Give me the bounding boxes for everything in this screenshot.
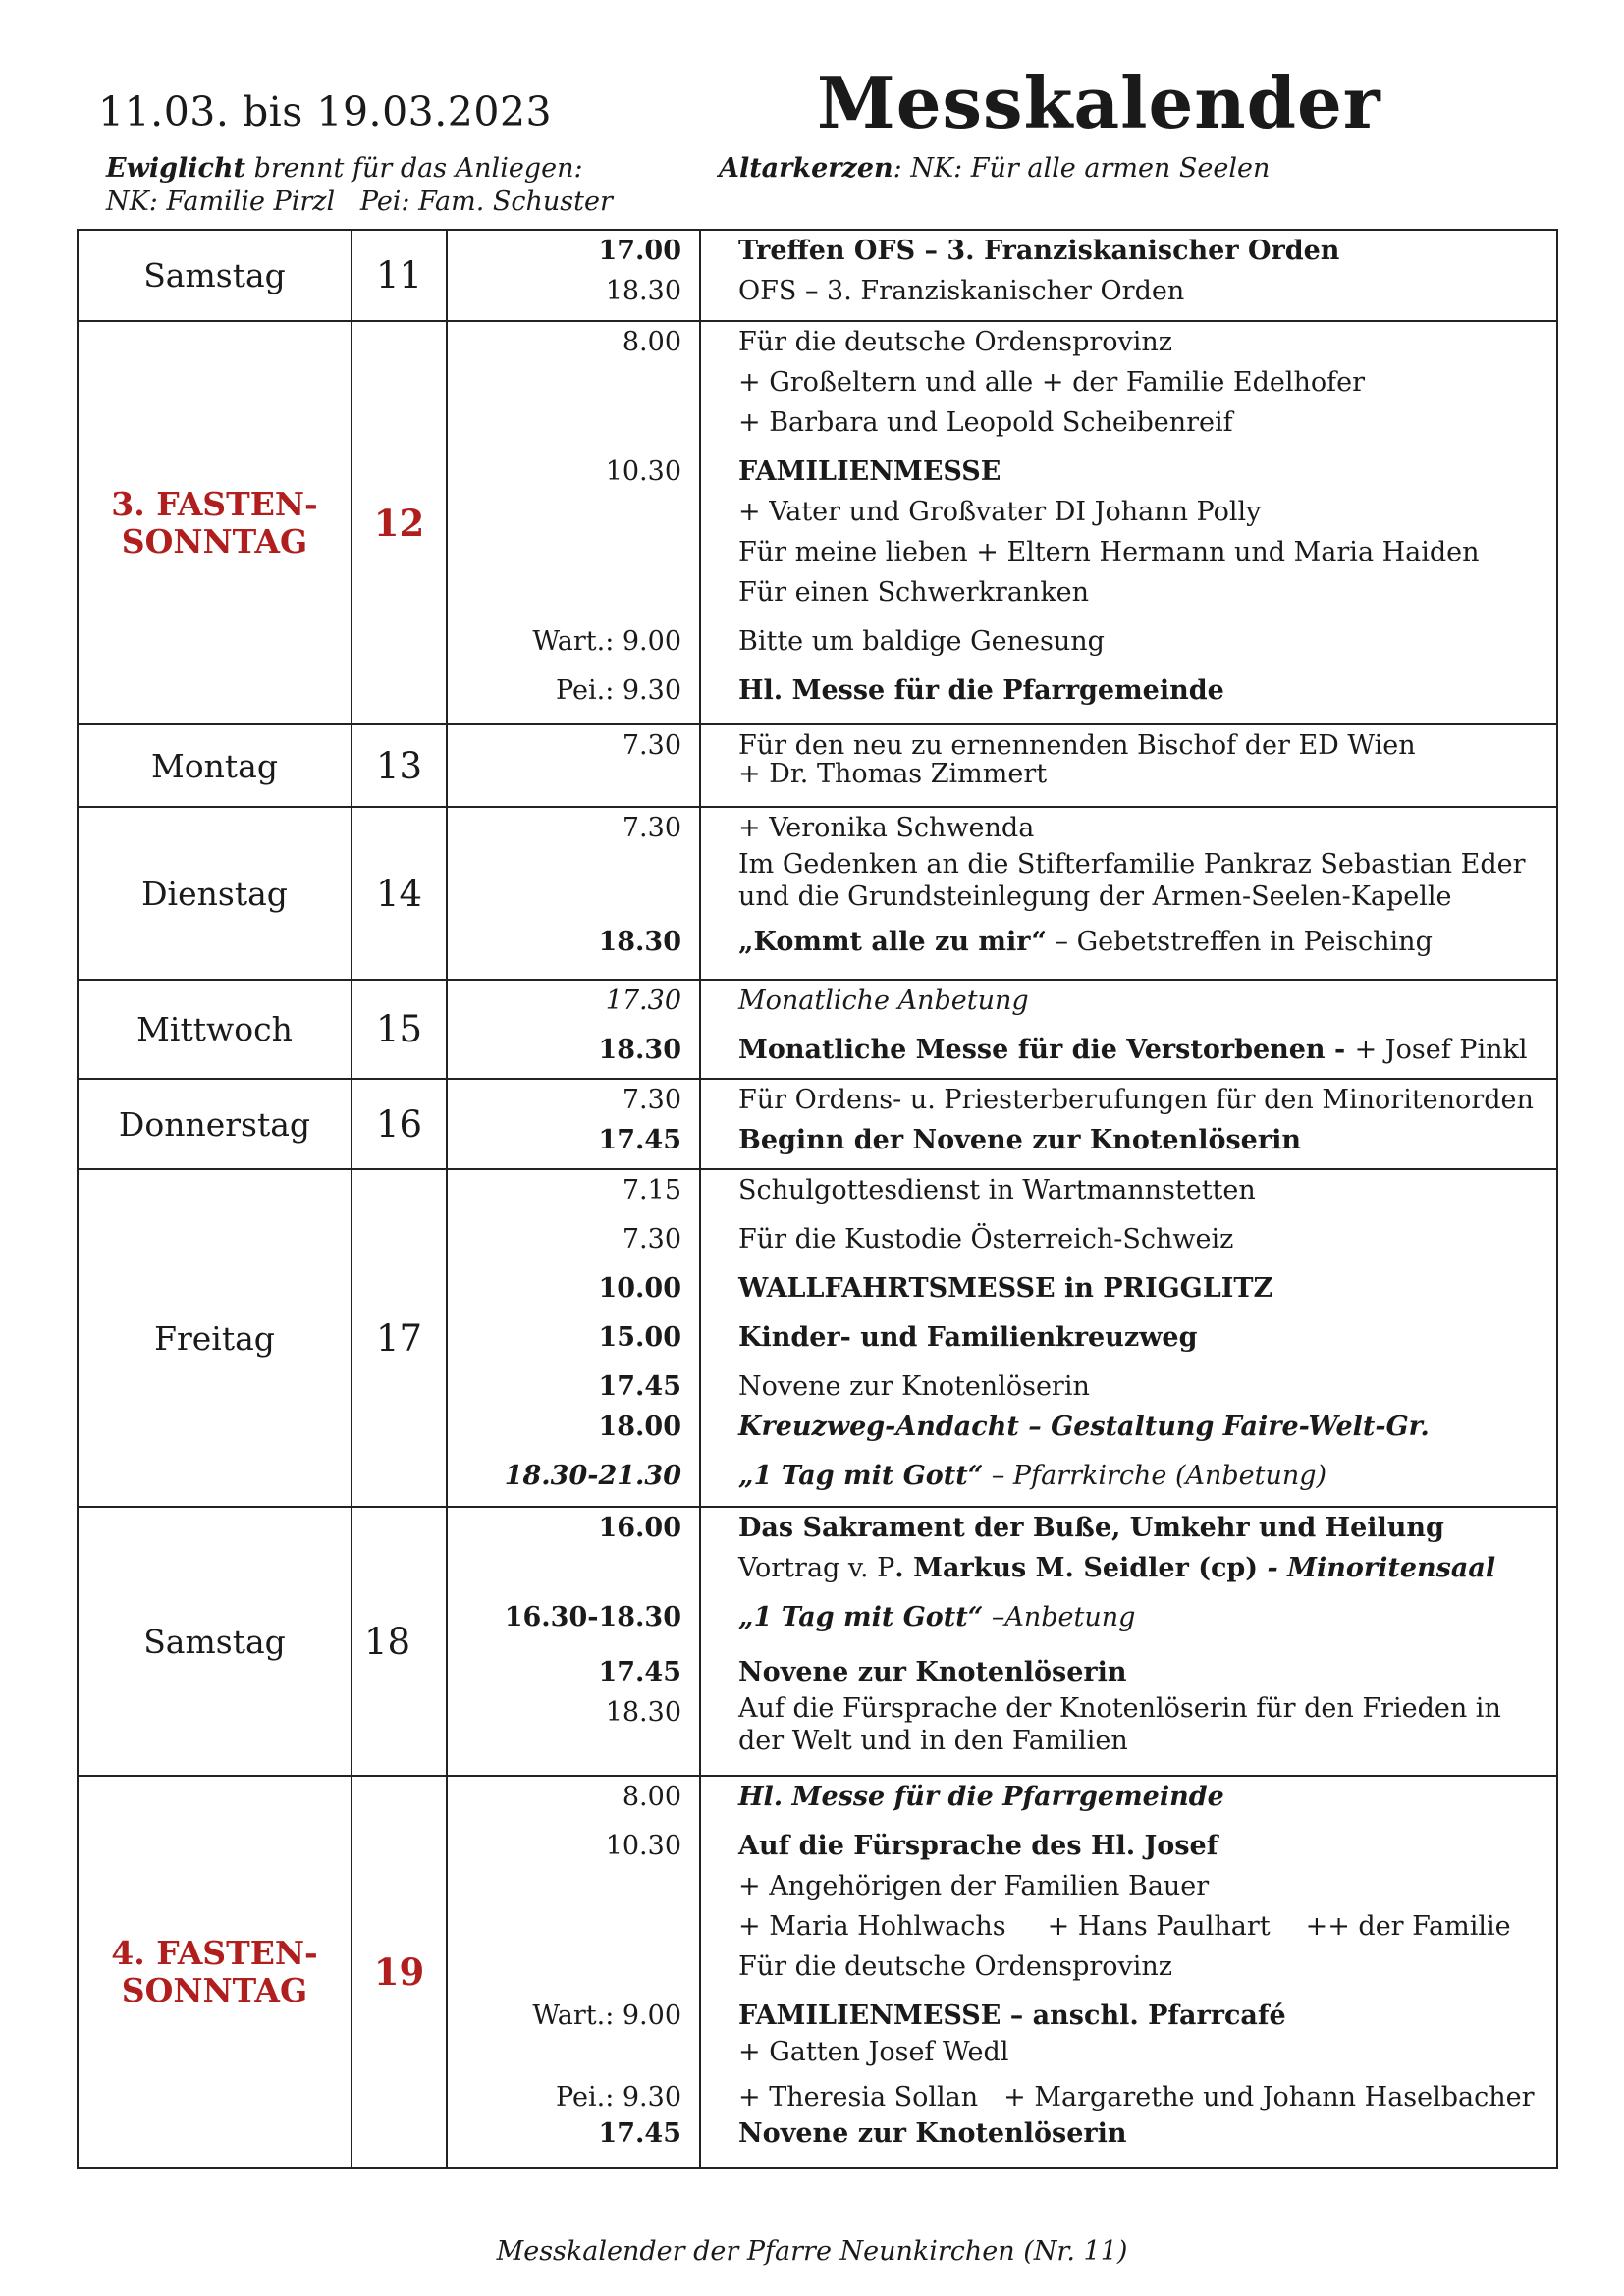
event-part: ++ der Familie <box>1305 1911 1511 1942</box>
time: 7.15 <box>622 1175 681 1205</box>
times-cell <box>447 1169 700 1507</box>
event: Bitte um baldige Genesung <box>738 626 1105 657</box>
time: Pei.: 9.30 <box>556 2082 681 2112</box>
day-name: Donnerstag <box>78 1079 352 1169</box>
time: 18.30-21.30 <box>504 1461 681 1491</box>
event: Im Gedenken an die Stifterfamilie Pankraz Sebastian Eder und die Grundsteinlegung der Armen-Seelen-Kapelle <box>738 849 1526 912</box>
time: 8.00 <box>622 327 681 357</box>
event <box>738 1597 1546 1637</box>
day-row <box>78 1507 1557 1776</box>
times-cell <box>447 1507 700 1776</box>
event: Hl. Messe für die Pfarrgemeinde <box>738 1782 1224 1812</box>
events-cell <box>700 1776 1557 2168</box>
event-part: + Maria Hohlwachs <box>738 1911 1006 1942</box>
event: Auf die Fürsprache des Hl. Josef <box>738 1831 1218 1861</box>
day-name: Mittwoch <box>78 980 352 1079</box>
event-part: + Margarethe und Johann Haselbacher <box>1003 2082 1535 2112</box>
event <box>738 1548 1546 1588</box>
time: 18.30 <box>605 276 681 306</box>
day-name: Montag <box>78 724 352 807</box>
altarkerzen-text: : NK: Für alle armen Seelen <box>893 153 1271 184</box>
day-row <box>78 1776 1557 2168</box>
time: 8.00 <box>622 1782 681 1812</box>
day-row <box>78 321 1557 724</box>
event: Das Sakrament der Buße, Umkehr und Heilung <box>738 1513 1444 1543</box>
day-number: 19 <box>352 1776 447 2168</box>
time: 17.45 <box>598 1125 681 1155</box>
day-name: Samstag <box>78 1507 352 1776</box>
day-name <box>78 1776 352 2168</box>
day-row <box>78 724 1557 807</box>
event: Schulgottesdienst in Wartmannstetten <box>738 1175 1256 1205</box>
day-number: 15 <box>352 980 447 1079</box>
time: 10.30 <box>605 1831 681 1861</box>
event: Für den neu zu ernennenden Bischof der ED Wien <box>738 730 1416 761</box>
time: 17.30 <box>605 986 681 1016</box>
time: 17.00 <box>598 236 681 266</box>
event-title: „1 Tag mit Gott“ <box>738 1602 984 1632</box>
event-detail: –Anbetung <box>983 1602 1136 1632</box>
events-cell <box>700 1507 1557 1776</box>
event <box>738 1030 1546 1070</box>
event: Für die deutsche Ordensprovinz <box>738 1951 1173 1982</box>
event: + Dr. Thomas Zimmert <box>738 759 1048 789</box>
day-name-line: SONNTAG <box>121 1971 308 2009</box>
event: + Veronika Schwenda <box>738 813 1035 843</box>
day-number: 18 <box>352 1507 447 1776</box>
time: 17.45 <box>598 2118 681 2149</box>
events-cell <box>700 1169 1557 1507</box>
time: 7.30 <box>622 813 681 843</box>
events-cell <box>700 724 1557 807</box>
time: Pei.: 9.30 <box>556 675 681 706</box>
event-location: - Minoritensaal <box>1258 1553 1496 1583</box>
event: WALLFAHRTSMESSE in PRIGGLITZ <box>738 1273 1273 1304</box>
times-cell <box>447 321 700 724</box>
day-number: 16 <box>352 1079 447 1169</box>
event: + Vater und Großvater DI Johann Polly <box>738 497 1262 527</box>
date-range: 11.03. bis 19.03.2023 <box>98 88 553 135</box>
day-number: 17 <box>352 1169 447 1507</box>
event: + Angehörigen der Familien Bauer <box>738 1871 1210 1901</box>
events-cell <box>700 1079 1557 1169</box>
day-number: 12 <box>352 321 447 724</box>
schedule-table <box>77 229 1558 2169</box>
event: OFS – 3. Franziskanischer Orden <box>738 276 1185 306</box>
day-name <box>78 321 352 724</box>
event: Auf die Fürsprache der Knotenlöserin für den Frieden in der Welt und in den Familien <box>738 1693 1501 1756</box>
event <box>738 2077 1546 2117</box>
time: 16.30-18.30 <box>504 1602 681 1632</box>
time: 18.30 <box>598 1035 681 1065</box>
times-cell <box>447 1776 700 2168</box>
time: 10.30 <box>605 456 681 487</box>
event: + Barbara und Leopold Scheibenreif <box>738 407 1233 438</box>
ewiglicht-text: brennt für das Anliegen: <box>245 153 583 184</box>
day-row <box>78 807 1557 980</box>
event: + Großeltern und alle + der Familie Edelhofer <box>738 367 1366 398</box>
event-title: „1 Tag mit Gott“ <box>738 1461 984 1491</box>
times-cell <box>447 980 700 1079</box>
day-row <box>78 1169 1557 1507</box>
ewiglicht-detail: NK: Familie Pirzl Pei: Fam. Schuster <box>106 187 613 217</box>
altarkerzen-note <box>719 152 1270 186</box>
times-cell <box>447 807 700 980</box>
time: 7.30 <box>622 730 681 761</box>
events-cell <box>700 230 1557 321</box>
event <box>738 1456 1546 1496</box>
times-cell <box>447 724 700 807</box>
time: 7.30 <box>622 1085 681 1115</box>
time: 17.45 <box>598 1657 681 1687</box>
day-name-line: 3. FASTEN- <box>111 484 318 523</box>
event <box>738 1906 1546 1947</box>
event: Novene zur Knotenlöserin <box>738 2118 1127 2149</box>
event: Beginn der Novene zur Knotenlöserin <box>738 1125 1301 1155</box>
event-detail: – Gebetstreffen in Peisching <box>1046 927 1433 957</box>
times-cell <box>447 1079 700 1169</box>
day-row <box>78 1079 1557 1169</box>
times-cell <box>447 230 700 321</box>
event-speaker: . Markus M. Seidler (cp) <box>894 1553 1259 1583</box>
event: Hl. Messe für die Pfarrgemeinde <box>738 675 1224 706</box>
event: Kreuzweg-Andacht – Gestaltung Faire-Welt-Gr. <box>738 1412 1430 1442</box>
events-cell <box>700 321 1557 724</box>
event-part: + Hans Paulhart <box>1047 1911 1271 1942</box>
ewiglicht-note <box>106 152 583 186</box>
event: Für die deutsche Ordensprovinz <box>738 327 1173 357</box>
time: 18.00 <box>598 1412 681 1442</box>
time: Wart.: 9.00 <box>532 626 681 657</box>
day-name: Samstag <box>78 230 352 321</box>
events-cell <box>700 807 1557 980</box>
day-number: 11 <box>352 230 447 321</box>
time: 10.00 <box>598 1273 681 1304</box>
day-name: Dienstag <box>78 807 352 980</box>
event: Novene zur Knotenlöserin <box>738 1657 1127 1687</box>
day-name: Freitag <box>78 1169 352 1507</box>
event-part: + Theresia Sollan <box>738 2082 979 2112</box>
event-title: Monatliche Messe für die Verstorbenen - <box>738 1035 1355 1065</box>
event: Für Ordens- u. Priesterberufungen für den Minoritenorden <box>738 1085 1534 1115</box>
page-title: Messkalender <box>817 61 1381 144</box>
event-detail: – Pfarrkirche (Anbetung) <box>983 1461 1327 1491</box>
event: Für die Kustodie Österreich-Schweiz <box>738 1224 1234 1255</box>
event: Monatliche Anbetung <box>738 986 1029 1016</box>
day-row <box>78 230 1557 321</box>
time: 15.00 <box>598 1322 681 1353</box>
time: 18.30 <box>598 927 681 957</box>
event: Kinder- und Familienkreuzweg <box>738 1322 1198 1353</box>
event: + Gatten Josef Wedl <box>738 2037 1009 2067</box>
time: 17.45 <box>598 1371 681 1402</box>
time: Wart.: 9.00 <box>532 2001 681 2031</box>
altarkerzen-label: Altarkerzen <box>719 153 893 184</box>
event: Für meine lieben + Eltern Hermann und Maria Haiden <box>738 537 1480 567</box>
events-cell <box>700 980 1557 1079</box>
time: 18.30 <box>605 1697 681 1728</box>
event: Treffen OFS – 3. Franziskanischer Orden <box>738 236 1340 266</box>
day-number: 14 <box>352 807 447 980</box>
event-title: „Kommt alle zu mir“ <box>738 927 1047 957</box>
event: Novene zur Knotenlöserin <box>738 1371 1090 1402</box>
event: Für einen Schwerkranken <box>738 577 1090 608</box>
page-footer: Messkalender der Pfarre Neunkirchen (Nr. 11) <box>496 2236 1128 2267</box>
event: FAMILIENMESSE – anschl. Pfarrcafé <box>738 2001 1286 2031</box>
day-name-line: 4. FASTEN- <box>111 1934 318 1972</box>
day-name-line: SONNTAG <box>121 521 308 561</box>
time: 7.30 <box>622 1224 681 1255</box>
event-detail: + Josef Pinkl <box>1354 1035 1528 1065</box>
day-number: 13 <box>352 724 447 807</box>
event: FAMILIENMESSE <box>738 456 1001 487</box>
time: 16.00 <box>598 1513 681 1543</box>
day-row <box>78 980 1557 1079</box>
ewiglicht-label: Ewiglicht <box>106 153 246 184</box>
event <box>738 922 1546 962</box>
event-text: Vortrag v. P <box>738 1553 895 1583</box>
